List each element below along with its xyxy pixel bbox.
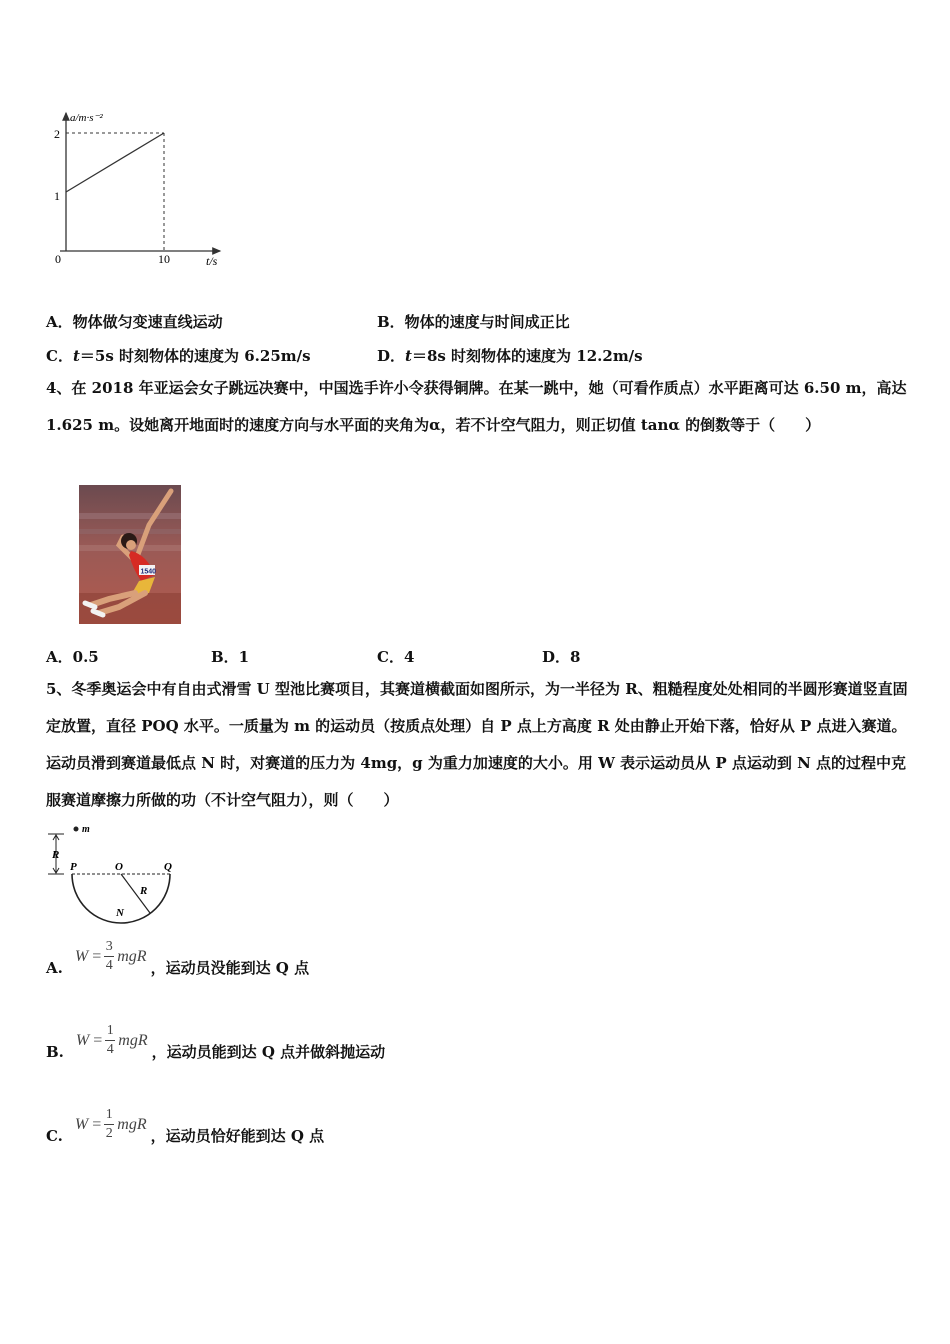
q4-option-c[interactable]: C．4 — [377, 648, 415, 666]
diagram-label-r-radius: R — [140, 885, 148, 897]
q3-option-d-text: ＝8s 时刻物体的速度为 12.2m/s — [411, 347, 643, 365]
q3-option-c-text: ＝5s 时刻物体的速度为 6.25m/s — [79, 347, 311, 365]
q4-option-b[interactable]: B．1 — [211, 648, 250, 666]
y-axis-label: a/m·s⁻² — [70, 112, 103, 124]
q5-option-a[interactable] — [46, 935, 309, 978]
q5-option-b-text: ，运动员能到达 Q 点并做斜抛运动 — [151, 1043, 386, 1061]
q4-option-a[interactable]: A．0.5 — [46, 648, 99, 666]
q5-option-b-formula: W = $\frac{1}{4}$ mgR — [75, 1023, 148, 1057]
q5-option-c-formula: W = $\frac{1}{2}$ mgR — [74, 1107, 147, 1141]
fraction: $\frac{3}{4}$ — [105, 939, 113, 973]
fraction: $\frac{1}{2}$ — [105, 1107, 113, 1141]
diagram-label-o: O — [115, 861, 123, 873]
q4-stem: 4、在 2018 年亚运会女子跳远决赛中，中国选手许小令获得铜牌。在某一跳中，她（可看作质点）水平距离可达 6.50 m，高达 1.625 m。设她离开地面时的速度方向与水平面的夹角为α，若不计空气阻力，则正切值 tanα 的倒数等于（ ） — [46, 379, 907, 434]
q5-option-c[interactable] — [46, 1103, 324, 1146]
diagram-label-r-height: R — [52, 849, 60, 861]
diagram-label-n: N — [116, 907, 124, 919]
q3-option-a[interactable]: A．物体做匀变速直线运动 — [46, 313, 223, 331]
q3-option-c-var: t — [72, 347, 80, 365]
bib-number: 1540 — [140, 568, 157, 576]
q5-option-a-formula: W = $\frac{3}{4}$ mgR — [74, 939, 147, 973]
diagram-label-q: Q — [164, 861, 172, 873]
q3-option-d-var: t — [405, 347, 412, 365]
diagram-label-m: m — [82, 824, 90, 835]
q3-option-d[interactable] — [377, 345, 643, 366]
q5-option-b-letter: B. — [46, 1042, 64, 1061]
q5-option-c-letter: C. — [46, 1126, 63, 1145]
q3-option-b[interactable]: B．物体的速度与时间成正比 — [377, 313, 570, 331]
tick-y-1: 1 — [54, 189, 60, 203]
q3-option-c[interactable] — [46, 345, 311, 366]
tick-x-10: 10 — [158, 252, 170, 266]
diagram-label-p: P — [70, 861, 77, 873]
tick-y-2: 2 — [54, 127, 60, 141]
q5-option-a-text: ，运动员没能到达 Q 点 — [150, 959, 310, 977]
fraction: $\frac{1}{4}$ — [106, 1023, 114, 1057]
long-jump-photo — [79, 485, 181, 624]
q4-option-d[interactable]: D．8 — [542, 648, 581, 666]
q5-option-a-letter: A. — [46, 958, 63, 977]
tick-origin: 0 — [55, 252, 61, 266]
q5-option-c-text: ，运动员恰好能到达 Q 点 — [150, 1127, 325, 1145]
acceleration-line — [66, 133, 164, 192]
x-axis-label: t/s — [206, 254, 218, 268]
q3-option-d-prefix: D． — [377, 347, 406, 365]
q3-option-c-prefix: C． — [46, 347, 73, 365]
athlete-photo-image — [79, 485, 181, 624]
athlete-point — [74, 827, 79, 832]
q5-stem: 5、冬季奥运会中有自由式滑雪 U 型池比赛项目，其赛道横截面如图所示，为一半径为 R、粗糙程度处处相同的半圆形赛道竖直固定放置，直径 POQ 水平。一质量为 m 的运动员（按质点处理）自 P 点上方高度 R 处由静止开始下落，恰好从 P 点进入赛道。运动员滑到赛道最低点 N 时，对赛道的压力为 4mg，g 为重力加速度的大小。用 W 表示运动员从 P 点运动到 N 点的过程中克服赛道摩擦力所做的功（不计空气阻力），则（ ） — [46, 680, 908, 809]
acceleration-time-graph — [40, 105, 240, 275]
u-pipe-diagram — [44, 820, 184, 925]
q5-option-b[interactable] — [46, 1019, 385, 1062]
